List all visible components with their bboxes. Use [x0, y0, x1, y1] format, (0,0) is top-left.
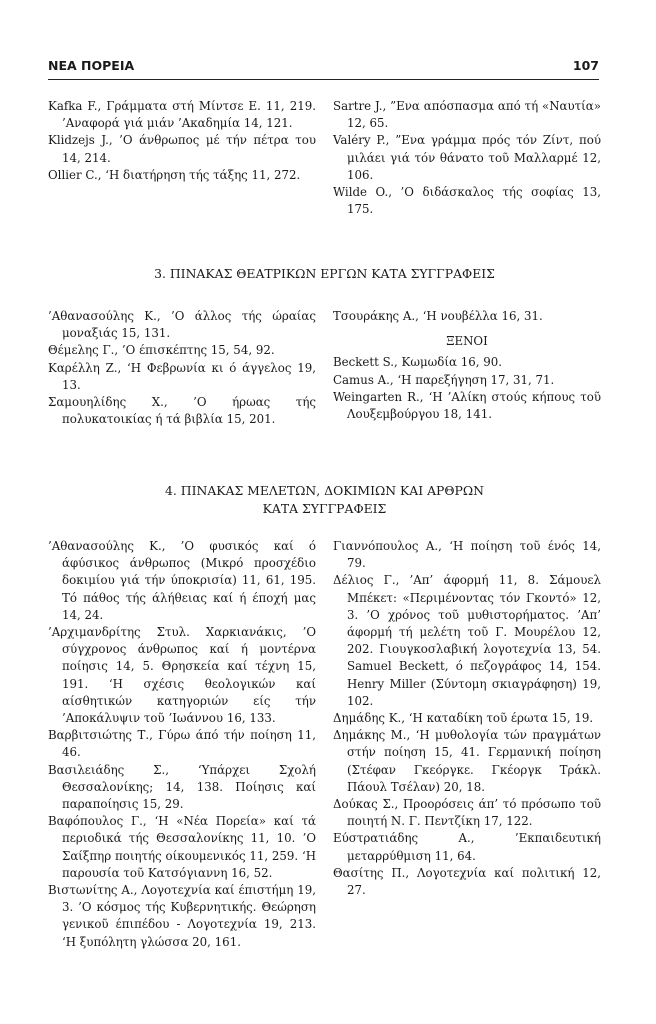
index-entry: Camus A., ‘Η παρεξήγηση 17, 31, 71. — [333, 372, 555, 387]
section-3-title: 3. ΠΙΝΑΚΑΣ ΘΕΑΤΡΙΚΩΝ ΕΡΓΩΝ ΚΑΤΑ ΣΥΓΓΡΑΦΕΙΣ — [154, 266, 495, 281]
header-rule — [48, 79, 599, 80]
index-entry: Δέλιος Γ., ’Απ’ άφορμή 11, 8. Σάμουελ Μπέκετ: «Περιμένοντας τόν Γκοντό» 12, 3. ’Ο χρόνος τοῦ μυθιστορήματος. ’Απ’ άφορμή τή μελέτη τοῦ Γ. Μουρέλου 12, 202. Γιουγκοσλαβική λογοτεχνία 13, 54. Samuel Beckett, ό πεζογράφος 14, 154. Henry Miller (Σύντομη σκιαγράφηση) 19, 102. — [333, 573, 601, 708]
index-entry: ’Αθανασούλης Κ., ’Ο άλλος τής ώραίας μοναξιάς 15, 131. — [48, 309, 316, 341]
index-entry: Θέμελης Γ., ’Ο έπισκέπτης 15, 54, 92. — [48, 343, 275, 358]
index-entry: Καρέλλη Ζ., ‘Η Φεβρωνία κι ό άγγελος 19, 13. — [48, 360, 316, 392]
index-entry: Βιστωνίτης Α., Λογοτεχνία καί έπιστήμη 19, 3. ’Ο κόσμος τής Κυβερνητικής. Θεώρηση γενικοῦ έπιπέδου - Λογοτεχνία 19, 213. ‘Η ξυπόλητη γλώσσα 20, 161. — [48, 883, 316, 949]
top-left-column — [48, 98, 316, 218]
index-entry: Βαρβιτσιώτης Τ., Γύρω άπό τήν ποίηση 11, 46. — [48, 728, 316, 760]
section-4-title-line-1: 4. ΠΙΝΑΚΑΣ ΜΕΛΕΤΩΝ, ΔΟΚΙΜΙΩΝ ΚΑΙ ΑΡΘΡΩΝ — [165, 483, 484, 498]
top-entries — [48, 98, 601, 218]
index-entry: Δημάδης Κ., ‘Η καταδίκη τοῦ έρωτα 15, 19. — [333, 711, 594, 726]
section-3-entries — [48, 308, 601, 428]
index-entry: Δημάκης Μ., ‘Η μυθολογία τών πραγμάτων στήν ποίηση 15, 41. Γερμανική ποίηση (Στέφαν Γκεόργκε. Γκέοργκ Τράκλ. Πάουλ Τσέλαν) 20, 18. — [333, 728, 601, 794]
section-4-entries — [48, 538, 601, 951]
section-4-left-column — [48, 538, 316, 951]
index-entry: ’Αρχιμανδρίτης Στυλ. Χαρκιανάκις, ’Ο σύγχρονος άνθρωπος καί ή μοντέρνα ποίησις 14, 5. Θρησκεία καί τέχνη 15, 191. ‘Η σχέσις θεολογικών καί αίσθητικών κατηγοριών είς τήν ’Αποκάλυψιν τοῦ ’Ιωάννου 16, 133. — [48, 625, 316, 726]
index-entry: Wilde O., ’Ο διδάσκαλος τής σοφίας 13, 175. — [333, 185, 601, 217]
index-entry: Sartre J., ”Ενα απόσπασμα από τή «Ναυτία» 12, 65. — [333, 99, 601, 131]
index-entry: Beckett S., Κωμωδία 16, 90. — [333, 355, 502, 370]
index-entry: Τσουράκης Α., ‘Η νουβέλλα 16, 31. — [333, 309, 543, 323]
index-entry: Weingarten R., ‘Η ’Αλίκη στούς κήπους τοῦ Λουξεμβούργου 18, 141. — [333, 389, 601, 422]
index-entry: Γιαννόπουλος Α., ‘Η ποίηση τοῦ ένός 14, 79. — [333, 539, 601, 571]
index-entry: Valéry P., ”Ενα γράμμα πρός τόν Ζίντ, πού μιλάει γιά τόν θάνατο τοῦ Μαλλαρμέ 12, 106. — [333, 133, 601, 182]
top-right-column — [333, 98, 601, 218]
page-number: 107 — [572, 58, 599, 73]
index-entry: Βασιλειάδης Σ., ‘Υπάρχει Σχολή Θεσσαλονίκης; 14, 138. Ποίησις καί παραποίησις 15, 29. — [48, 762, 316, 812]
section-4-title — [48, 482, 601, 518]
index-entry: Βαφόπουλος Γ., ‘Η «Νέα Πορεία» καί τά περιοδικά τής Θεσσαλονίκης 11, 10. ’Ο Σαίξπηρ ποιητής οίκουμενικός 11, 259. ‘Η παρουσία τοῦ Κατσόγιαννη 16, 52. — [48, 814, 316, 880]
index-entry: ’Αθανασούλης Κ., ’Ο φυσικός καί ό άφύσικος άνθρωπος (Μικρό προσχέδιο δοκιμίου γιά τήν ύποκρισία) 11, 61, 195. Τό πάθος τής άλήθειας καί ή έποχή μας 14, 24. — [48, 539, 316, 622]
index-entry: Θασίτης Π., Λογοτεχνία καί πολιτική 12, 27. — [333, 865, 601, 898]
index-entry: Klidzejs J., ’Ο άνθρωπος μέ τήν πέτρα του 14, 214. — [48, 133, 316, 165]
index-entry: Kafka F., Γράμματα στή Μίντσε Ε. 11, 219. ’Αναφορά γιά μιάν ’Ακαδημία 14, 121. — [48, 99, 316, 131]
foreign-authors-subheading: ΞΕΝΟΙ — [446, 334, 488, 349]
section-3-right-column — [333, 308, 601, 428]
journal-title: ΝΕΑ ΠΟΡΕΙΑ — [48, 58, 135, 73]
index-entry: Δούκας Σ., Προορόσεις άπ’ τό πρόσωπο τοῦ ποιητή Ν. Γ. Πεντζίκη 17, 122. — [333, 797, 601, 829]
section-4-title-line-2: ΚΑΤΑ ΣΥΓΓΡΑΦΕΙΣ — [262, 501, 387, 516]
index-entry: Ollier C., ‘Η διατήρηση τής τάξης 11, 272. — [48, 167, 301, 182]
section-4-right-column — [333, 538, 601, 951]
section-3-left-column — [48, 308, 316, 428]
index-entry: Σαμουηλίδης Χ., ’Ο ήρωας τής πολυκατοικίας ή τά βιβλία 15, 201. — [48, 395, 316, 427]
running-header — [48, 58, 599, 73]
index-entry: Εύστρατιάδης Α., ’Εκπαιδευτική μεταρρύθμιση 11, 64. — [333, 831, 601, 863]
